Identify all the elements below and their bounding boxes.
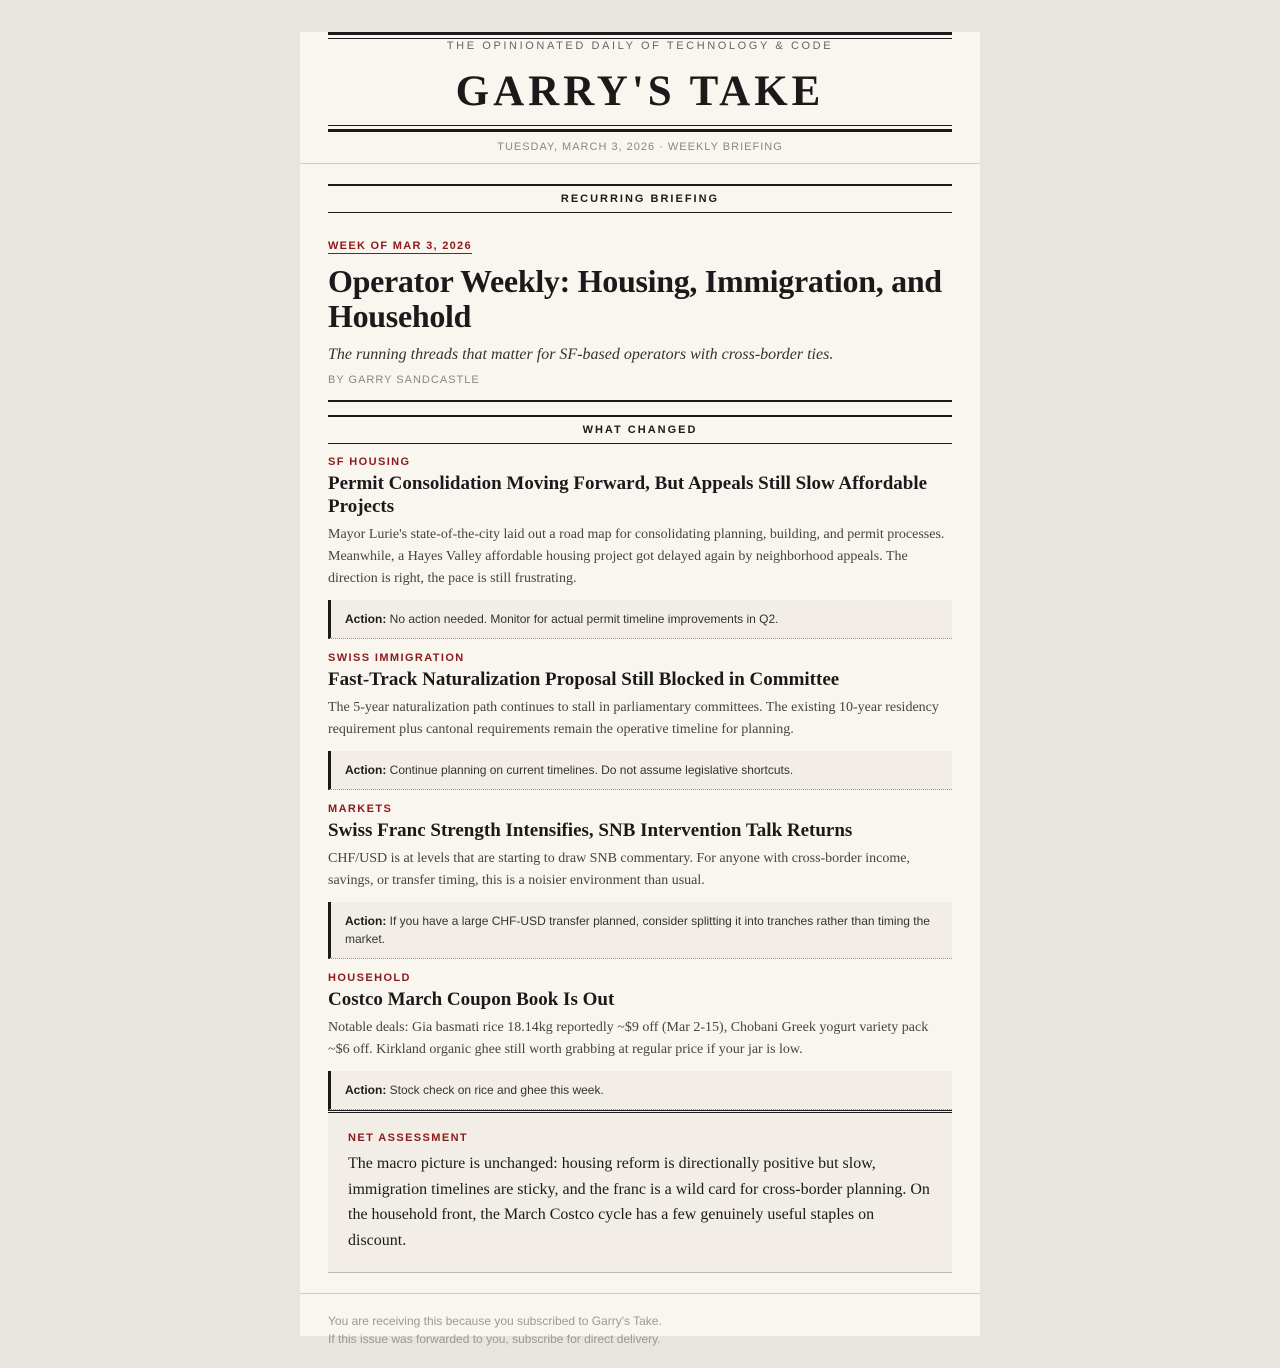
action-label: Action: [345, 612, 387, 626]
hero-dek: The running threads that matter for SF-based operators with cross-border ties. [328, 346, 834, 363]
item-category: HOUSEHOLD [328, 972, 411, 984]
item-category: SWISS IMMIGRATION [328, 652, 465, 664]
action-text: No action needed. Monitor for actual permit timeline improvements in Q2. [389, 612, 779, 626]
hero-headline: Operator Weekly: Housing, Immigration, and Household [328, 263, 942, 334]
news-item [328, 651, 952, 790]
action-text: Stock check on rice and ghee this week. [389, 1083, 604, 1097]
assessment-label: NET ASSESSMENT [348, 1132, 469, 1144]
masthead-tagline: THE OPINIONATED DAILY OF TECHNOLOGY & CODE [446, 40, 834, 52]
masthead [300, 32, 980, 154]
item-category: MARKETS [328, 803, 393, 815]
hero [328, 236, 952, 387]
news-item [328, 455, 952, 639]
news-item [328, 802, 952, 959]
masthead-rule-top [328, 32, 952, 35]
footer [300, 1293, 980, 1348]
item-headline: Fast-Track Naturalization Proposal Still Blocked in Committee [328, 669, 840, 690]
footer-forward-note: If this issue was forwarded to you, subscribe for direct delivery. [328, 1332, 661, 1347]
masthead-rule-bottom-thick [328, 129, 952, 132]
action-box [328, 1071, 952, 1110]
action-box [328, 751, 952, 790]
item-headline: Swiss Franc Strength Intensifies, SNB Intervention Talk Returns [328, 820, 853, 841]
hero-divider [328, 400, 952, 402]
item-headline: Permit Consolidation Moving Forward, But Appeals Still Slow Affordable Projects [328, 473, 928, 517]
item-body: The 5-year naturalization path continues to stall in parliamentary committees. The existing 10-year residency requirement plus cantonal requirements remain the operative timeline for planning. [328, 700, 939, 737]
newsletter-page [300, 32, 980, 1347]
item-body: Notable deals: Gia basmati rice 18.14kg reportedly ~$9 off (Mar 2-15), Chobani Greek yogurt variety pack ~$6 off. Kirkland organic ghee still worth grabbing at regular price if your jar is low. [328, 1020, 929, 1057]
action-box [328, 902, 952, 959]
item-headline: Costco March Coupon Book Is Out [328, 989, 615, 1010]
news-item [328, 971, 952, 1110]
hero-kicker: WEEK OF MAR 3, 2026 [328, 240, 472, 252]
item-body: Mayor Lurie's state-of-the-city laid out a road map for consolidating planning, building, and permit processes. Meanwhile, a Hayes Valley affordable housing project got delayed again by neighborhood appeals. The direction is right, the pace is still frustrating. [328, 527, 945, 586]
action-label: Action: [345, 914, 387, 928]
byline: BY GARRY SANDCASTLE [328, 374, 480, 386]
action-text: Continue planning on current timelines. Do not assume legislative shortcuts. [389, 763, 794, 777]
action-text: If you have a large CHF-USD transfer planned, consider splitting it into tranches rather than timing the market. [345, 914, 930, 946]
assessment-text: The macro picture is unchanged: housing reform is directionally positive but slow, immigration timelines are sticky, and the franc is a wild card for cross-border planning. On the household front, the March Costco cycle has a few genuinely useful staples on discount. [348, 1155, 930, 1249]
action-label: Action: [345, 763, 387, 777]
net-assessment [328, 1110, 952, 1273]
action-label: Action: [345, 1083, 387, 1097]
header-divider [300, 163, 980, 164]
what-changed-banner: WHAT CHANGED [328, 415, 952, 444]
item-body: CHF/USD is at levels that are starting to draw SNB commentary. For anyone with cross-border income, savings, or transfer timing, this is a noisier environment than usual. [328, 851, 910, 888]
item-category: SF HOUSING [328, 456, 411, 468]
action-box [328, 600, 952, 639]
masthead-title: GARRY'S TAKE [455, 68, 825, 115]
footer-subscription-note: You are receiving this because you subscribed to Garry's Take. [328, 1314, 662, 1329]
dateline: TUESDAY, MARCH 3, 2026 · WEEKLY BRIEFING [497, 141, 783, 153]
main-content [300, 184, 980, 1273]
section-banner: RECURRING BRIEFING [328, 184, 952, 213]
masthead-rule-bottom-thin [328, 125, 952, 126]
